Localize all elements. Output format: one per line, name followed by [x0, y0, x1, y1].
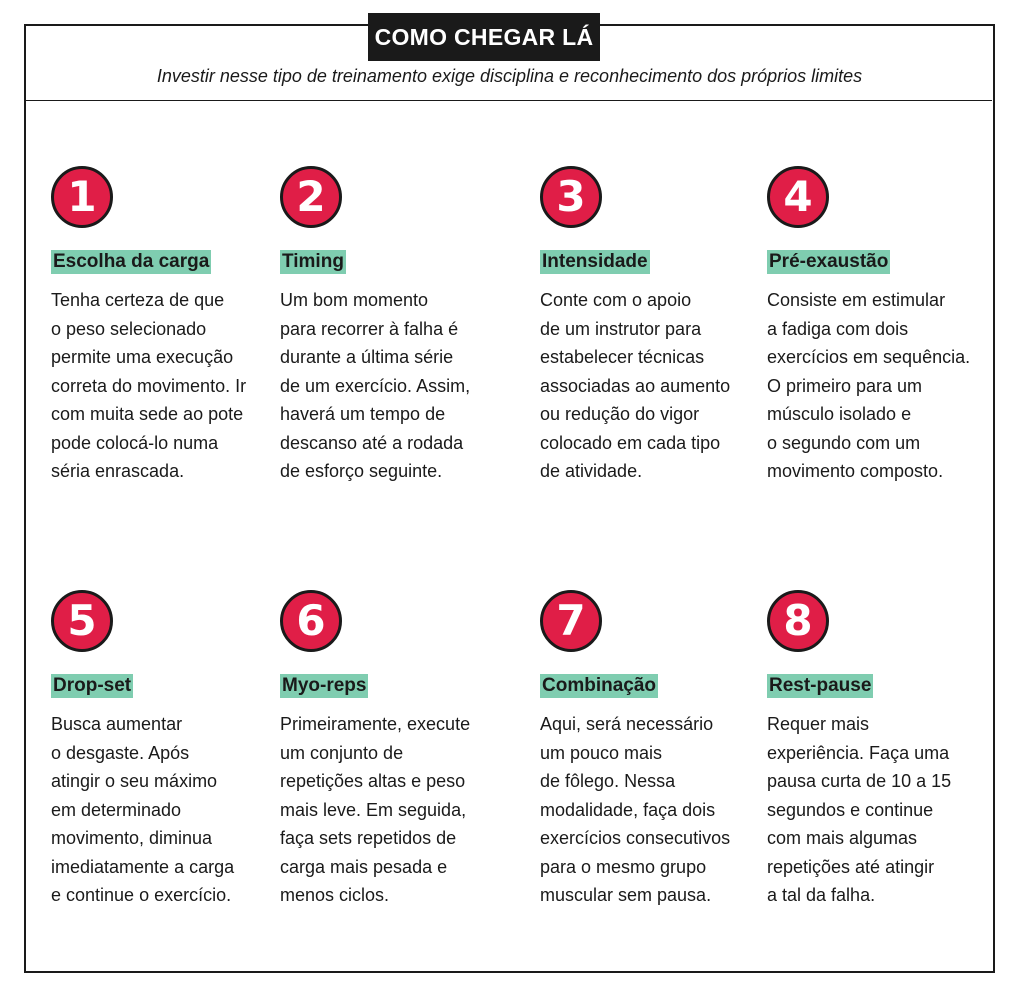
- step-description: Aqui, será necessário um pouco mais de fôlego. Nessa modalidade, faça dois exercícios consecutivos para o mesmo grupo muscular sem pausa.: [540, 714, 731, 905]
- step-title: Escolha da carga: [53, 251, 210, 272]
- step-title: Combinação: [542, 675, 657, 696]
- step-card: [51, 166, 266, 486]
- step-description: Busca aumentar o desgaste. Após atingir o seu máximo em determinado movimento, diminua imediatamente a carga e continue o exercício.: [51, 714, 235, 905]
- step-card: [51, 590, 266, 910]
- step-number-badge: 2: [280, 166, 342, 228]
- step-card: [540, 166, 755, 486]
- step-description: Primeiramente, execute um conjunto de repetições altas e peso mais leve. Em seguida, faça sets repetidos de carga mais pesada e menos ciclos.: [280, 714, 471, 905]
- step-description: Requer mais experiência. Faça uma pausa curta de 10 a 15 segundos e continue com mais algumas repetições até atingir a tal da falha.: [767, 714, 952, 905]
- step-number-badge: 8: [767, 590, 829, 652]
- step-description: Consiste em estimular a fadiga com dois exercícios em sequência. O primeiro para um músculo isolado e o segundo com um movimento composto.: [767, 290, 971, 481]
- step-number-badge: 3: [540, 166, 602, 228]
- page-title: COMO CHEGAR LÁ: [368, 13, 600, 61]
- step-description: Um bom momento para recorrer à falha é durante a última série de um exercício. Assim, haverá um tempo de descanso até a rodada de esforço seguinte.: [280, 290, 471, 481]
- step-title: Drop-set: [53, 675, 132, 696]
- step-title: Intensidade: [542, 251, 648, 272]
- step-number-badge: 1: [51, 166, 113, 228]
- step-title: Pré-exaustão: [769, 251, 889, 272]
- step-title: Timing: [282, 251, 344, 272]
- step-card: [767, 590, 982, 910]
- step-number-badge: 6: [280, 590, 342, 652]
- step-card: [767, 166, 982, 486]
- step-number-badge: 7: [540, 590, 602, 652]
- step-description: Conte com o apoio de um instrutor para estabelecer técnicas associadas ao aumento ou redução do vigor colocado em cada tipo de atividade.: [540, 290, 731, 481]
- step-description: Tenha certeza de que o peso selecionado permite uma execução correta do movimento. Ir com muita sede ao pote pode colocá-lo numa séria enrascada.: [51, 290, 247, 481]
- step-title: Myo-reps: [282, 675, 367, 696]
- step-number-badge: 5: [51, 590, 113, 652]
- step-card: [280, 590, 495, 910]
- divider: [26, 100, 992, 101]
- step-title: Rest-pause: [769, 675, 872, 696]
- step-card: [540, 590, 755, 910]
- step-card: [280, 166, 495, 486]
- step-number-badge: 4: [767, 166, 829, 228]
- page-subtitle: Investir nesse tipo de treinamento exige disciplina e reconhecimento dos próprios limites: [156, 66, 863, 86]
